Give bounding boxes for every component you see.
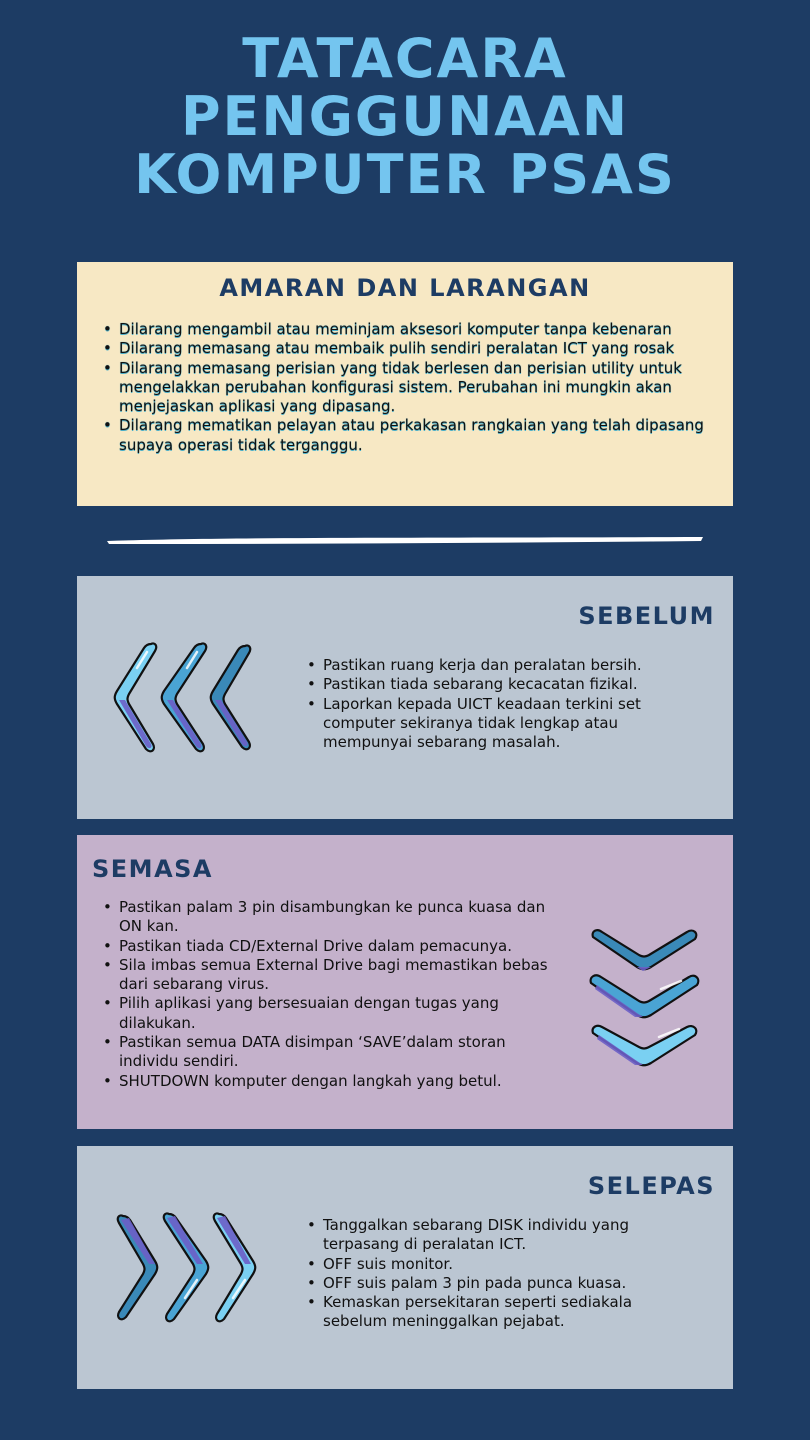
before-heading: SEBELUM <box>578 602 715 630</box>
after-heading: SELEPAS <box>587 1172 715 1200</box>
chevrons-right-icon <box>111 1212 259 1324</box>
list-item: • Tanggalkan sebarang DISK individu yang terpasang di peralatan ICT. <box>307 1216 667 1255</box>
list-item: • Dilarang memasang perisian yang tidak berlesen dan perisian utility untuk mengelakkan perubahan konfigurasi sistem. Perubahan ini mungkin akan menjejaskan aplikasi yang dipasang. <box>103 359 713 417</box>
chevrons-left-icon <box>111 642 259 754</box>
list-item: • Pastikan tiada CD/External Drive dalam pemacunya. <box>103 937 553 956</box>
list-item: • Pastikan palam 3 pin disambungkan ke punca kuasa dan ON kan. <box>103 898 553 937</box>
list-item: • Dilarang mengambil atau meminjam aksesori komputer tanpa kebenaran <box>103 320 713 339</box>
title-line-1: TATACARA <box>242 27 568 90</box>
list-item: • Laporkan kepada UICT keadaan terkini set computer sekiranya tidak lengkap atau mempunyai sebarang masalah. <box>307 695 667 753</box>
title-line-2: PENGGUNAAN <box>180 85 630 148</box>
brush-divider <box>105 533 705 547</box>
before-list <box>307 656 667 752</box>
list-item: • Sila imbas semua External Drive bagi memastikan bebas dari sebarang virus. <box>103 956 553 995</box>
during-heading: SEMASA <box>92 855 213 883</box>
page-title <box>0 27 810 206</box>
list-item: • Pastikan tiada sebarang kecacatan fizikal. <box>307 675 667 694</box>
warnings-card <box>77 262 733 506</box>
list-item: • Dilarang mematikan pelayan atau perkakasan rangkaian yang telah dipasang supaya operasi tidak terganggu. <box>103 416 713 455</box>
during-list <box>103 898 553 1091</box>
list-item: • Dilarang memasang atau membaik pulih sendiri peralatan ICT yang rosak <box>103 339 713 358</box>
list-item: • SHUTDOWN komputer dengan langkah yang betul. <box>103 1072 553 1091</box>
list-item: • Kemaskan persekitaran seperti sediakala sebelum meninggalkan pejabat. <box>307 1293 667 1332</box>
after-card <box>77 1146 733 1389</box>
list-item: • Pilih aplikasi yang bersesuaian dengan tugas yang dilakukan. <box>103 994 553 1033</box>
warnings-list <box>103 320 713 455</box>
after-list <box>307 1216 667 1332</box>
during-card <box>77 835 733 1129</box>
list-item: • OFF suis palam 3 pin pada punca kuasa. <box>307 1274 667 1293</box>
list-item: • OFF suis monitor. <box>307 1255 667 1274</box>
title-line-3: KOMPUTER PSAS <box>134 143 676 206</box>
warnings-heading: AMARAN DAN LARANGAN <box>219 274 591 302</box>
chevrons-down-icon <box>587 925 707 1075</box>
list-item: • Pastikan ruang kerja dan peralatan bersih. <box>307 656 667 675</box>
before-card <box>77 576 733 819</box>
list-item: • Pastikan semua DATA disimpan ‘SAVE’dalam storan individu sendiri. <box>103 1033 553 1072</box>
